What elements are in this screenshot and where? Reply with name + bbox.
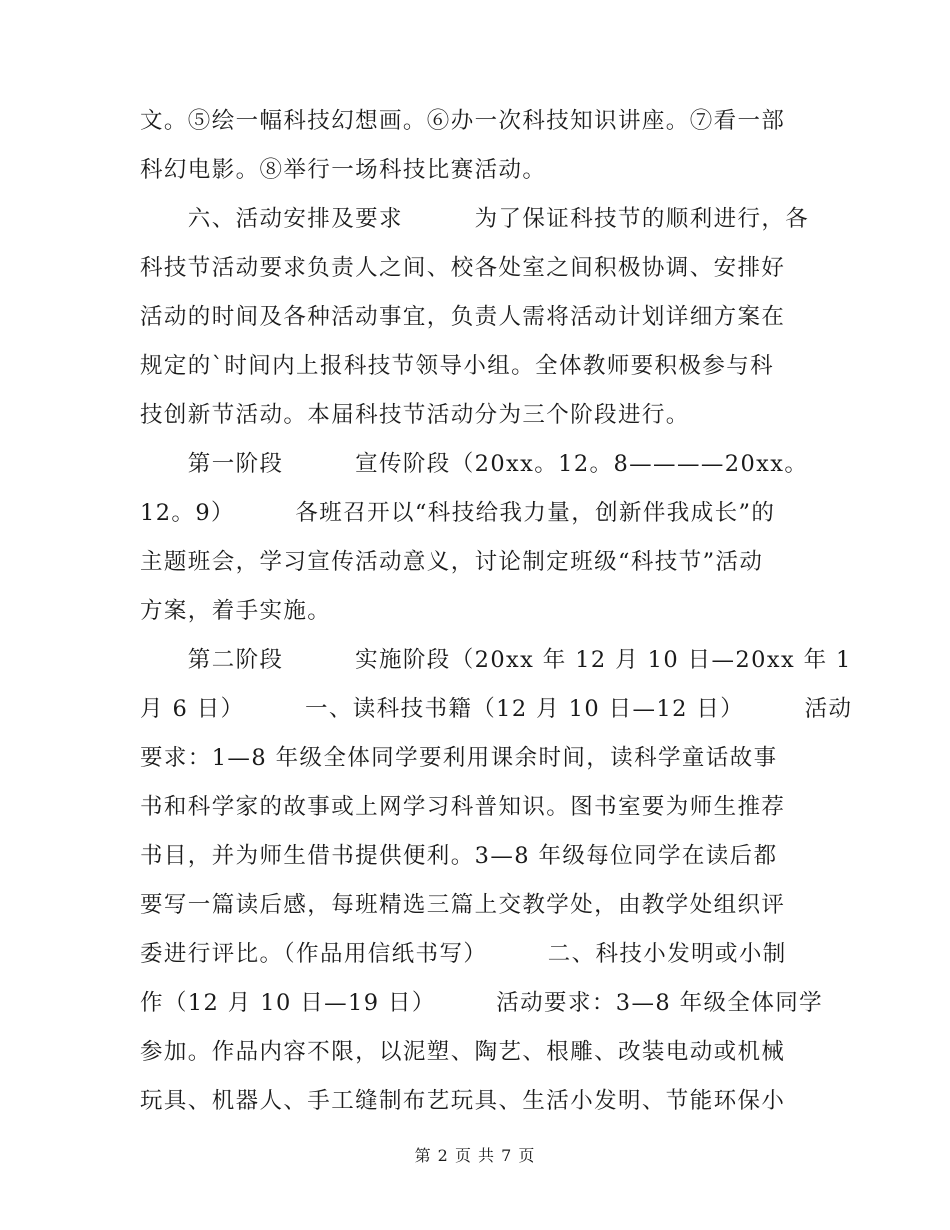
text-line: 12。9） 各班召开以“科技给我力量，创新伴我成长”的 [140,500,776,526]
text-line: 科技节活动要求负责人之间、校各处室之间积极协调、安排好 [140,255,786,281]
text-line: 书目，并为师生借书提供便利。3—8 年级每位同学在读后都 [140,843,778,869]
text-line: 科幻电影。⑧举行一场科技比赛活动。 [140,157,547,183]
text-line: 六、活动安排及要求 为了保证科技节的顺利进行，各 [140,206,810,232]
text-line: 活动的时间及各种活动事宜，负责人需将活动计划详细方案在 [140,304,786,330]
text-line: 规定的`时间内上报科技节领导小组。全体教师要积极参与科 [140,353,775,379]
text-line: 文。⑤绘一幅科技幻想画。⑥办一次科技知识讲座。⑦看一部 [140,108,786,134]
text-line: 第一阶段 宣传阶段（20xx。12。8————20xx。 [140,451,809,477]
text-line: 方案，着手实施。 [140,598,332,624]
text-line: 作（12 月 10 日—19 日） 活动要求：3—8 年级全体同学 [140,990,824,1016]
text-line: 书和科学家的故事或上网学习科普知识。图书室要为师生推荐 [140,794,786,820]
text-line: 玩具、机器人、手工缝制布艺玩具、生活小发明、节能环保小 [140,1088,786,1114]
text-line: 主题班会，学习宣传活动意义，讨论制定班级“科技节”活动 [140,549,764,575]
text-line: 委进行评比。（作品用信纸书写） 二、科技小发明或小制 [140,941,787,967]
text-line: 技创新节活动。本届科技节活动分为三个阶段进行。 [140,402,690,428]
text-line: 第二阶段 实施阶段（20xx 年 12 月 10 日—20xx 年 1 [140,647,852,673]
text-line: 月 6 日） 一、读科技书籍（12 月 10 日—12 日） 活动 [140,696,853,722]
text-line: 要写一篇读后感，每班精选三篇上交教学处，由教学处组织评 [140,892,786,918]
page-number-footer: 第 2 页 共 7 页 [414,1146,536,1165]
text-line: 要求：1—8 年级全体同学要利用课余时间，读科学童话故事 [140,745,778,771]
text-line: 参加。作品内容不限，以泥塑、陶艺、根雕、改装电动或机械 [140,1039,786,1065]
document-body [140,97,853,1126]
